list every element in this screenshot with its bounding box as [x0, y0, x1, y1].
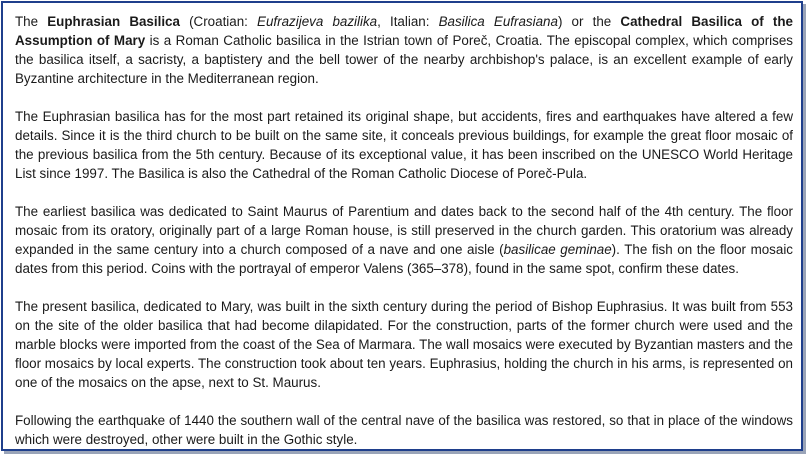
text-run: is a Roman Catholic basilica in the Istrian town of Poreč, Croatia. The episcopal complex, which comprises the basilica itself, a sacristy, a baptistery and the bell tower of the nearby archbishop's palace, is an excellent example of early Byzantine architecture in the Mediterranean region.	[15, 33, 793, 86]
paragraph-present: The present basilica, dedicated to Mary, was built in the sixth century during the period of Bishop Euphrasius. It was built from 553 on the site of the older basilica that had become dilapidated. For the construction, parts of the former church were used and the marble blocks were imported from the coast of the Sea of Marmara. The wall mosaics were executed by Byzantian masters and the floor mosaics by local experts. The construction took about ten years. Euphrasius, holding the church in his arms, is represented on one of the mosaics on the apse, next to St. Maurus.	[15, 299, 793, 390]
text-run: ) or the	[557, 14, 621, 29]
italic-term: Eufrazijeva bazilika	[257, 14, 378, 29]
text-run: (Croatian:	[179, 14, 258, 29]
text-run: The earliest basilica was dedicated to Saint Maurus of Parentium and dates back to the second half of the 4th century. The floor mosaic from its oratory, originally part of a large Roman house, is still preserved in the church garden. This oratorium was already expanded in the same century into a church composed of a nave and one aisle (	[15, 204, 793, 257]
italic-term: basilicae geminae	[503, 242, 612, 257]
paragraph-earthquake: Following the earthquake of 1440 the southern wall of the central nave of the basilica was restored, so that in place of the windows which were destroyed, other were built in the Gothic style.	[15, 413, 793, 447]
bold-term: Euphrasian Basilica	[47, 14, 180, 29]
text-run: ). The fish on the floor mosaic dates from this period. Coins with the portrayal of emperor Valens (365–378), found in the same spot, confirm these dates.	[15, 242, 793, 276]
paragraph-intro	[15, 12, 793, 88]
paragraph-earliest	[15, 202, 793, 278]
article-body	[15, 12, 793, 449]
paragraph-history: The Euphrasian basilica has for the most part retained its original shape, but accidents, fires and earthquakes have altered a few details. Since it is the third church to be built on the same site, it conceals previous buildings, for example the great floor mosaic of the previous basilica from the 5th century. Because of its exceptional value, it has been inscribed on the UNESCO World Heritage List since 1997. The Basilica is also the Cathedral of the Roman Catholic Diocese of Poreč-Pula.	[15, 109, 793, 181]
bold-term: Cathedral Basilica of the Assumption of Mary	[15, 14, 793, 48]
text-run: , Italian:	[377, 14, 439, 29]
text-panel	[1, 1, 803, 451]
text-run: The	[15, 14, 48, 29]
italic-term: Basilica Eufrasiana	[438, 14, 558, 29]
